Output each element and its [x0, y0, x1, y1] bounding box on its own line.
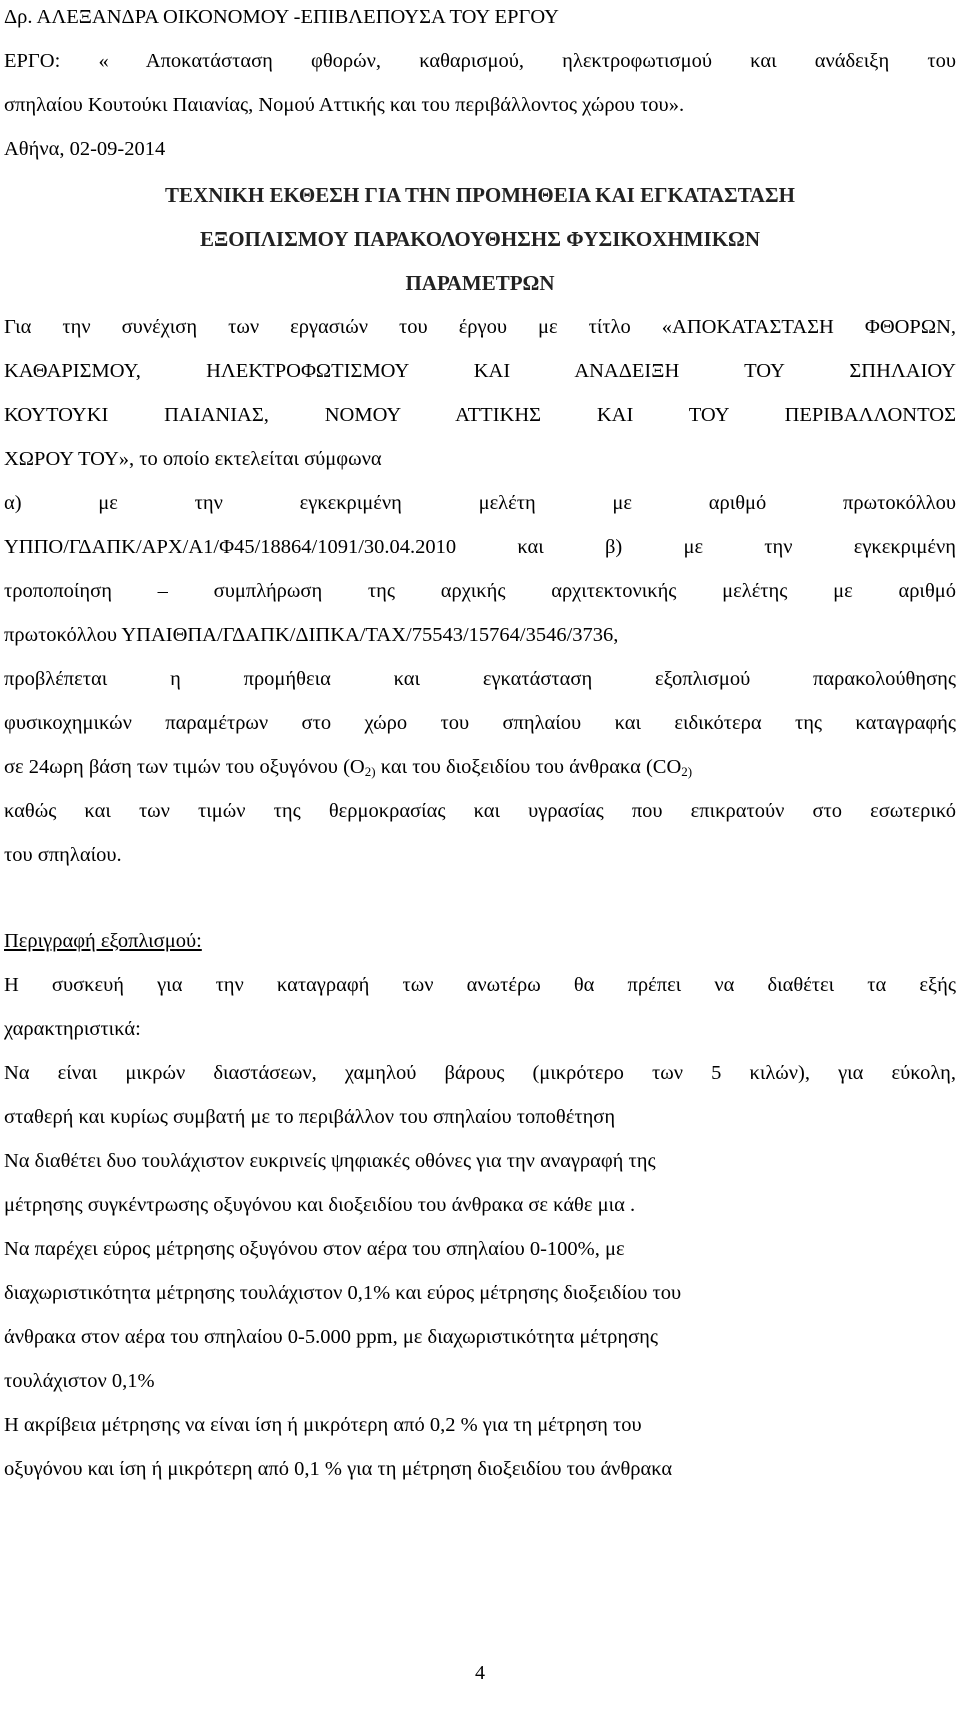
page-number: 4 — [475, 1662, 485, 1684]
intro-line-3: ΚΟΥΤΟΥΚΙ ΠΑΙΑΝΙΑΣ, ΝΟΜΟΥ ΑΤΤΙΚΗΣ ΚΑΙ ΤΟΥ ΠΕΡΙΒΑΛΛΟΝΤΟΣ — [4, 404, 956, 426]
equipment-line-8: διαχωριστικότητα μέτρησης τουλάχιστον 0,1% και εύρος μέτρησης διοξειδίου του — [4, 1282, 682, 1304]
oxygen-subscript: 2) — [364, 764, 376, 779]
equipment-line-5: Να διαθέτει δυο τουλάχιστον ευκρινείς ψηφιακές οθόνες για την αναγραφή της — [4, 1150, 656, 1172]
intro-line-13: του σπηλαίου. — [4, 844, 122, 866]
intro-line-6: ΥΠΠΟ/ΓΔΑΠΚ/ΑΡΧ/Α1/Φ45/18864/1091/30.04.2010 και β) με την εγκεκριμένη — [4, 536, 956, 558]
equipment-line-10: τουλάχιστον 0,1% — [4, 1370, 155, 1392]
intro-line-4: ΧΩΡΟΥ ΤΟΥ», το οποίο εκτελείται σύμφωνα — [4, 448, 382, 470]
equipment-line-11: Η ακρίβεια μέτρησης να είναι ίση ή μικρότερη από 0,2 % για τη μέτρηση του — [4, 1414, 642, 1436]
equipment-line-3: Να είναι μικρών διαστάσεων, χαμηλού βάρους (μικρότερο των 5 κιλών), για εύκολη, — [4, 1062, 956, 1084]
equipment-line-12: οξυγόνου και ίση ή μικρότερη από 0,1 % για τη μέτρηση διοξειδίου του άνθρακα — [4, 1458, 673, 1480]
project-line-1: ΕΡΓΟ: « Αποκατάσταση φθορών, καθαρισμού, ηλεκτροφωτισμού και ανάδειξη του — [4, 50, 956, 72]
equipment-line-7: Να παρέχει εύρος μέτρησης οξυγόνου στον αέρα του σπηλαίου 0-100%, με — [4, 1238, 625, 1260]
intro-line-10: φυσικοχημικών παραμέτρων στο χώρο του σπηλαίου και ειδικότερα της καταγραφής — [4, 712, 956, 734]
intro-line-8: πρωτοκόλλου ΥΠΑΙΘΠΑ/ΓΔΑΠΚ/ΔΙΠΚΑ/ΤΑΧ/75543/15764/3546/3736, — [4, 624, 619, 646]
intro-line-11-part-a: σε 24ωρη βάση των τιμών του οξυγόνου (O — [4, 756, 365, 778]
report-title-line-2: ΕΞΟΠΛΙΣΜΟΥ ΠΑΡΑΚΟΛΟΥΘΗΣΗΣ ΦΥΣΙΚΟΧΗΜΙΚΩΝ — [199, 227, 761, 251]
intro-line-11 — [4, 754, 956, 780]
equipment-line-9: άνθρακα στον αέρα του σπηλαίου 0-5.000 ppm, με διαχωριστικότητα μέτρησης — [4, 1326, 659, 1348]
intro-line-5: α) με την εγκεκριμένη μελέτη με αριθμό πρωτοκόλλου — [4, 492, 956, 514]
equipment-heading — [4, 928, 956, 954]
intro-line-11-part-b: και του διοξειδίου του άνθρακα (CO — [375, 756, 682, 778]
report-title-line-1: ΤΕΧΝΙΚΗ ΕΚΘΕΣΗ ΓΙΑ ΤΗΝ ΠΡΟΜΗΘΕΙΑ ΚΑΙ ΕΓΚΑΤΑΣΤΑΣΗ — [165, 183, 795, 207]
date-line: Αθήνα, 02-09-2014 — [4, 138, 166, 160]
carbon-dioxide-subscript: 2) — [681, 764, 693, 779]
project-line-2: σπηλαίου Κουτούκι Παιανίας, Νομού Αττικής και του περιβάλλοντος χώρου του». — [4, 94, 685, 116]
equipment-line-1: Η συσκευή για την καταγραφή των ανωτέρω θα πρέπει να διαθέτει τα εξής — [4, 974, 956, 996]
intro-line-9: προβλέπεται η προμήθεια και εγκατάσταση εξοπλισμού παρακολούθησης — [4, 668, 956, 690]
intro-line-12: καθώς και των τιμών της θερμοκρασίας και υγρασίας που επικρατούν στο εσωτερικό — [4, 800, 956, 822]
report-title-line-3: ΠΑΡΑΜΕΤΡΩΝ — [405, 271, 555, 295]
intro-line-1: Για την συνέχιση των εργασιών του έργου με τίτλο «ΑΠΟΚΑΤΑΣΤΑΣΗ ΦΘΟΡΩΝ, — [4, 316, 956, 338]
author-line: Δρ. ΑΛΕΞΑΝΔΡΑ ΟΙΚΟΝΟΜΟΥ -ΕΠΙΒΛΕΠΟΥΣΑ ΤΟΥ ΕΡΓΟΥ — [4, 6, 559, 28]
intro-line-7: τροποποίηση – συμπλήρωση της αρχικής αρχιτεκτονικής μελέτης με αριθμό — [4, 580, 956, 602]
intro-line-2: ΚΑΘΑΡΙΣΜΟΥ, ΗΛΕΚΤΡΟΦΩΤΙΣΜΟΥ ΚΑΙ ΑΝΑΔΕΙΞΗ ΤΟΥ ΣΠΗΛΑΙΟΥ — [4, 360, 956, 382]
equipment-line-2: χαρακτηριστικά: — [4, 1018, 141, 1040]
equipment-heading-text: Περιγραφή εξοπλισμού: — [4, 930, 202, 952]
equipment-line-6: μέτρησης συγκέντρωσης οξυγόνου και διοξειδίου του άνθρακα σε κάθε μια . — [4, 1194, 636, 1216]
equipment-line-4: σταθερή και κυρίως συμβατή με το περιβάλλον του σπηλαίου τοποθέτηση — [4, 1106, 616, 1128]
